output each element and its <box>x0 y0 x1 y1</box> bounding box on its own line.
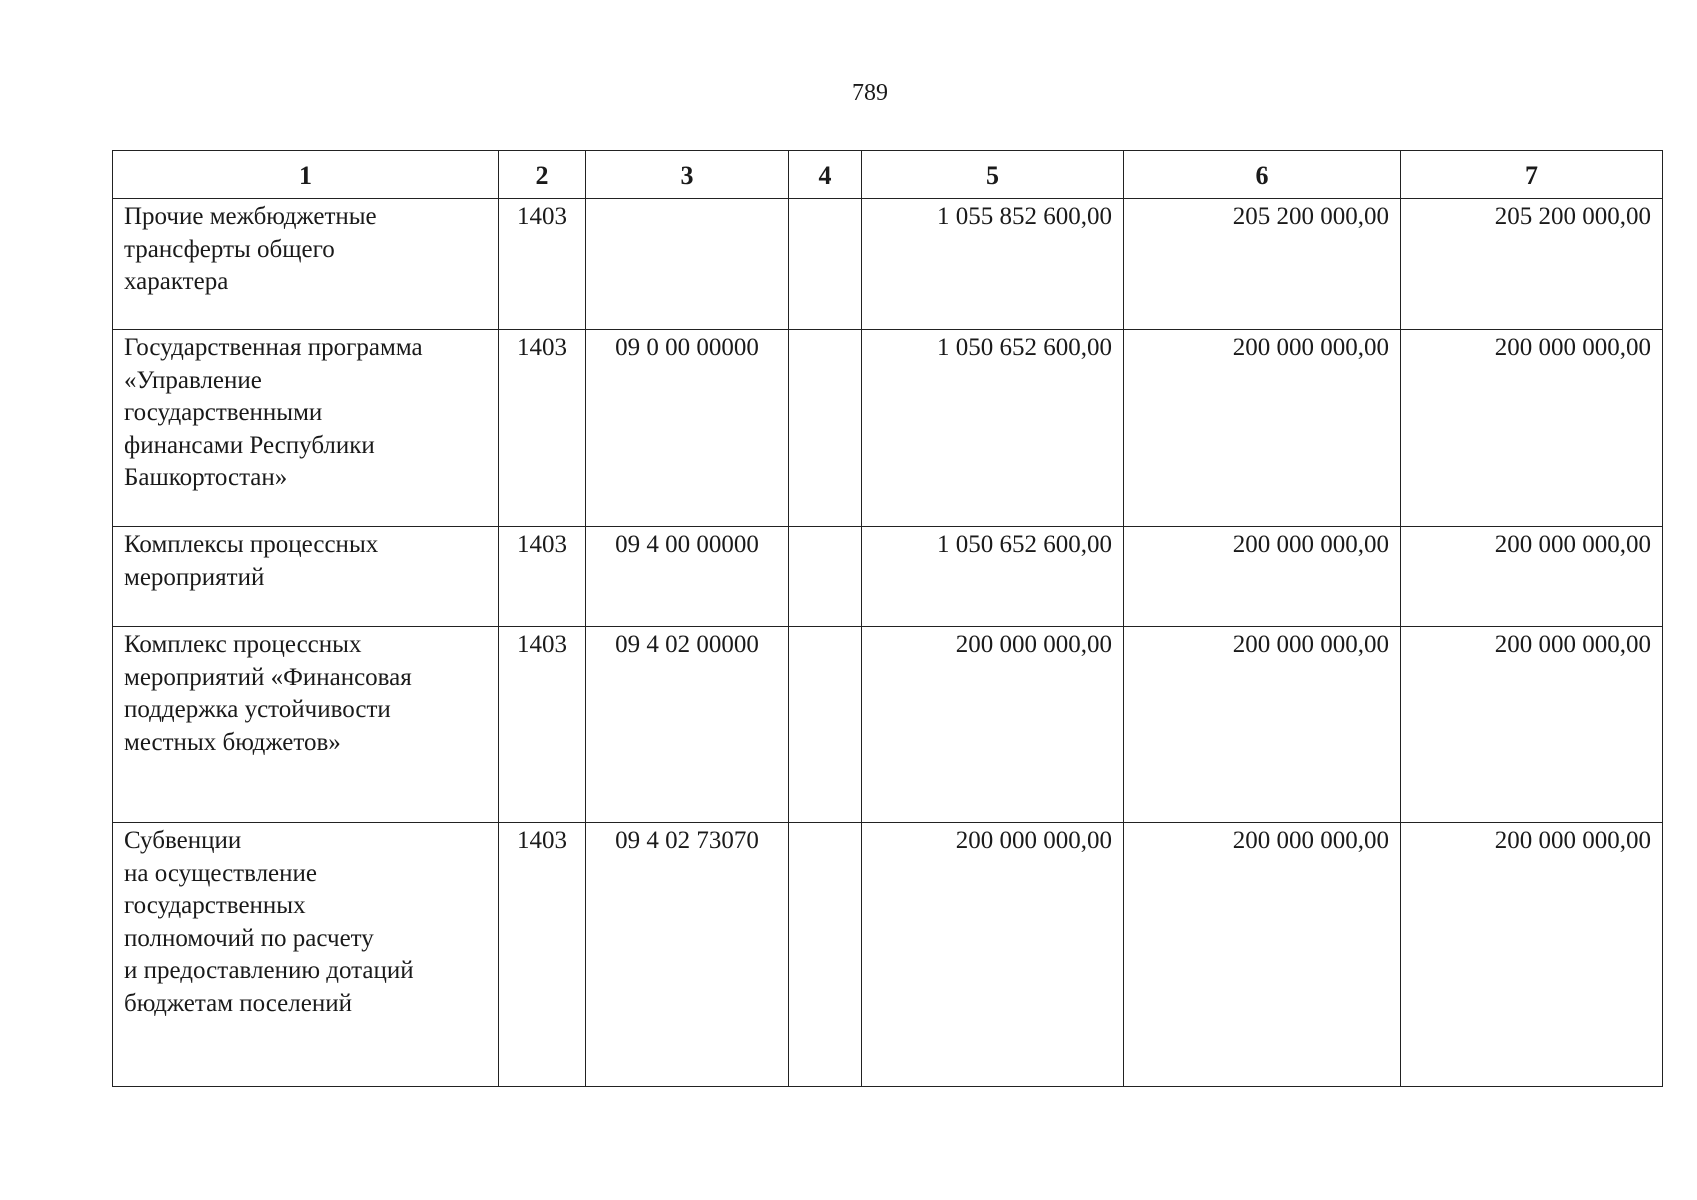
item-name-line: финансами Республики <box>124 431 375 459</box>
amount-year-2-cell: 200 000 000,00 <box>1124 330 1401 527</box>
header-row <box>113 151 1663 199</box>
expense-type-cell <box>789 823 862 1087</box>
section-code-cell: 1403 <box>499 330 586 527</box>
expense-type-cell <box>789 199 862 330</box>
amount-year-1-cell: 1 050 652 600,00 <box>862 527 1124 627</box>
item-name-line: Государственная программа <box>124 334 423 361</box>
target-item-code-cell: 09 4 00 00000 <box>586 527 789 627</box>
section-code-cell: 1403 <box>499 627 586 823</box>
amount-year-2-cell: 200 000 000,00 <box>1124 527 1401 627</box>
column-header-7: 7 <box>1401 151 1663 199</box>
item-name-cell <box>113 527 499 627</box>
target-item-code-cell: 09 0 00 00000 <box>586 330 789 527</box>
target-item-code-cell <box>586 199 789 330</box>
target-item-code-cell: 09 4 02 73070 <box>586 823 789 1087</box>
expense-type-cell <box>789 627 862 823</box>
item-name-cell <box>113 627 499 823</box>
target-item-code-cell: 09 4 02 00000 <box>586 627 789 823</box>
item-name-line: Комплексы процессных <box>124 531 379 558</box>
amount-year-3-cell: 200 000 000,00 <box>1401 330 1663 527</box>
amount-year-1-cell: 1 050 652 600,00 <box>862 330 1124 527</box>
amount-year-1-cell: 200 000 000,00 <box>862 823 1124 1087</box>
item-name-line: государственными <box>124 399 323 426</box>
item-name-line: «Управление <box>124 366 262 394</box>
amount-year-3-cell: 200 000 000,00 <box>1401 627 1663 823</box>
column-header-1: 1 <box>113 151 499 199</box>
item-name-line: характера <box>124 268 229 295</box>
amount-year-3-cell: 205 200 000,00 <box>1401 199 1663 330</box>
amount-year-3-cell: 200 000 000,00 <box>1401 823 1663 1087</box>
item-name-line: бюджетам поселений <box>124 989 352 1017</box>
column-header-5: 5 <box>862 151 1124 199</box>
item-name-line: на осуществление <box>124 859 318 887</box>
amount-year-3-cell: 200 000 000,00 <box>1401 527 1663 627</box>
item-name-line: Комплекс процессных <box>124 631 362 658</box>
amount-year-1-cell: 1 055 852 600,00 <box>862 199 1124 330</box>
table-row <box>113 199 1663 330</box>
table-row <box>113 330 1663 527</box>
item-name-line: мероприятий «Финансовая <box>124 663 412 691</box>
item-name-cell <box>113 330 499 527</box>
table-row <box>113 527 1663 627</box>
amount-year-2-cell: 200 000 000,00 <box>1124 627 1401 823</box>
budget-table <box>112 150 1663 1087</box>
expense-type-cell <box>789 527 862 627</box>
item-name-line: государственных <box>124 892 306 919</box>
item-name-line: и предоставлению дотаций <box>124 957 414 984</box>
page-number: 789 <box>852 80 888 106</box>
item-name-line: местных бюджетов» <box>124 728 341 756</box>
item-name-cell <box>113 199 499 330</box>
amount-year-1-cell: 200 000 000,00 <box>862 627 1124 823</box>
column-header-3: 3 <box>586 151 789 199</box>
table-row <box>113 627 1663 823</box>
item-name-line: Прочие межбюджетные <box>124 203 377 230</box>
item-name-line: Башкортостан» <box>124 464 288 491</box>
section-code-cell: 1403 <box>499 823 586 1087</box>
item-name-cell <box>113 823 499 1087</box>
amount-year-2-cell: 200 000 000,00 <box>1124 823 1401 1087</box>
item-name-line: полномочий по расчету <box>124 924 374 952</box>
item-name-line: Субвенции <box>124 827 242 854</box>
column-header-6: 6 <box>1124 151 1401 199</box>
column-header-2: 2 <box>499 151 586 199</box>
item-name-line: трансферты общего <box>124 235 335 263</box>
item-name-line: мероприятий <box>124 563 265 591</box>
item-name-line: поддержка устойчивости <box>124 696 391 723</box>
table-row <box>113 823 1663 1087</box>
column-header-4: 4 <box>789 151 862 199</box>
amount-year-2-cell: 205 200 000,00 <box>1124 199 1401 330</box>
expense-type-cell <box>789 330 862 527</box>
section-code-cell: 1403 <box>499 527 586 627</box>
section-code-cell: 1403 <box>499 199 586 330</box>
